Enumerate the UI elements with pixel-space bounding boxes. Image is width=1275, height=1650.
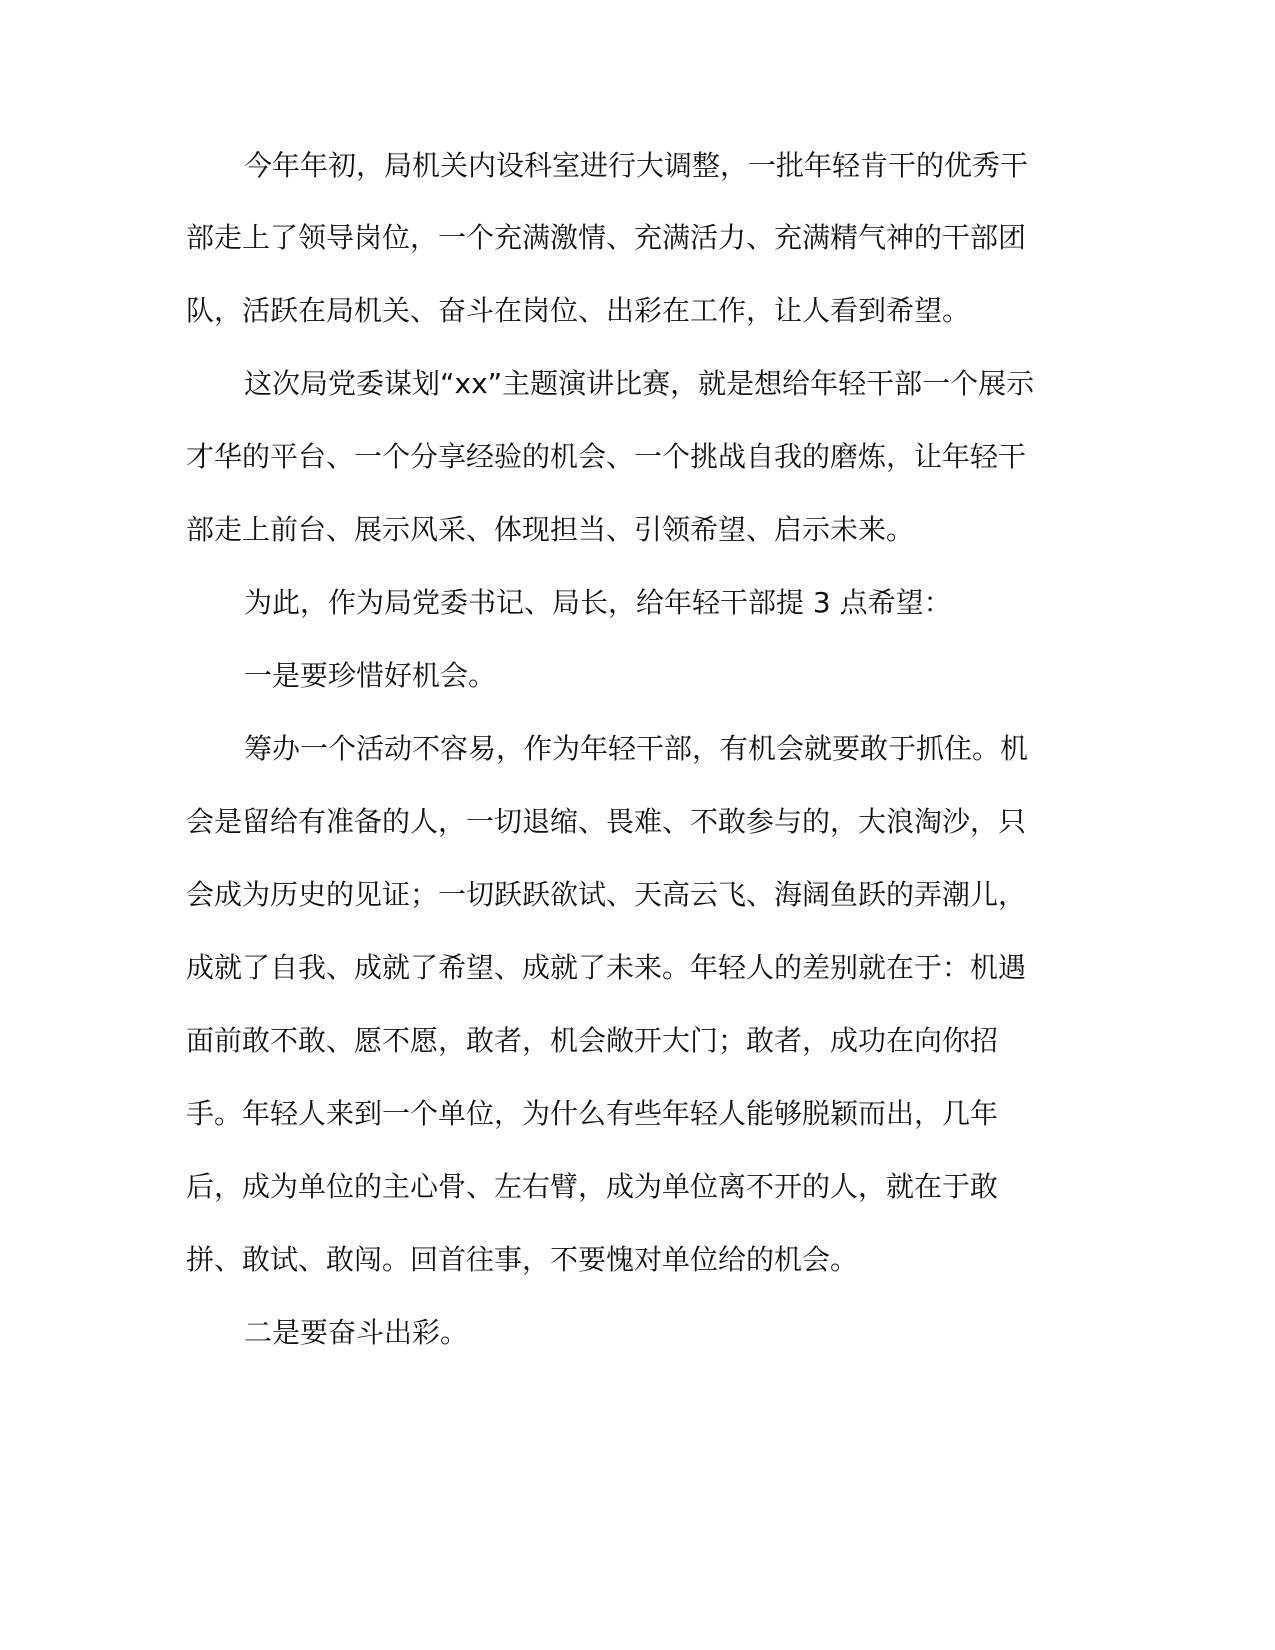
paragraph-1-line-2: 部走上了领导岗位，一个充满激情、充满活力、充满精气神的干部团 — [186, 221, 1027, 254]
paragraph-2-line-1: 这次局党委谋划“xx”主题演讲比赛，就是想给年轻干部一个展示 — [244, 367, 1035, 400]
paragraph-4-line-4: 成就了自我、成就了希望、成就了未来。年轻人的差别就在于：机遇 — [186, 951, 1027, 984]
paragraph-4-line-6: 手。年轻人来到一个单位，为什么有些年轻人能够脱颖而出，几年 — [186, 1097, 999, 1130]
paragraph-1-line-3: 队，活跃在局机关、奋斗在岗位、出彩在工作，让人看到希望。 — [186, 294, 971, 327]
paragraph-2-line-2: 才华的平台、一个分享经验的机会、一个挑战自我的磨炼，让年轻干 — [186, 440, 1027, 473]
heading-point-one: 一是要珍惜好机会。 — [244, 659, 497, 692]
paragraph-4-line-8: 拼、敢试、敢闯。回首往事，不要愧对单位给的机会。 — [186, 1243, 859, 1276]
paragraph-1-line-1: 今年年初，局机关内设科室进行大调整，一批年轻肯干的优秀干 — [244, 149, 1029, 182]
paragraph-4-line-5: 面前敢不敢、愿不愿，敢者，机会敞开大门；敢者，成功在向你招 — [186, 1024, 999, 1057]
paragraph-4-line-7: 后，成为单位的主心骨、左右臂，成为单位离不开的人，就在于敢 — [186, 1170, 999, 1203]
paragraph-3-line-1: 为此，作为局党委书记、局长，给年轻干部提 3 点希望： — [244, 586, 952, 619]
paragraph-4-line-1: 筹办一个活动不容易，作为年轻干部，有机会就要敢于抓住。机 — [244, 732, 1029, 765]
paragraph-2-line-3: 部走上前台、展示风采、体现担当、引领希望、启示未来。 — [186, 513, 915, 546]
heading-point-two: 二是要奋斗出彩。 — [244, 1316, 469, 1349]
paragraph-4-line-3: 会成为历史的见证；一切跃跃欲试、天高云飞、海阔鱼跃的弄潮儿， — [186, 878, 1027, 911]
paragraph-4-line-2: 会是留给有准备的人，一切退缩、畏难、不敢参与的，大浪淘沙，只 — [186, 805, 1027, 838]
